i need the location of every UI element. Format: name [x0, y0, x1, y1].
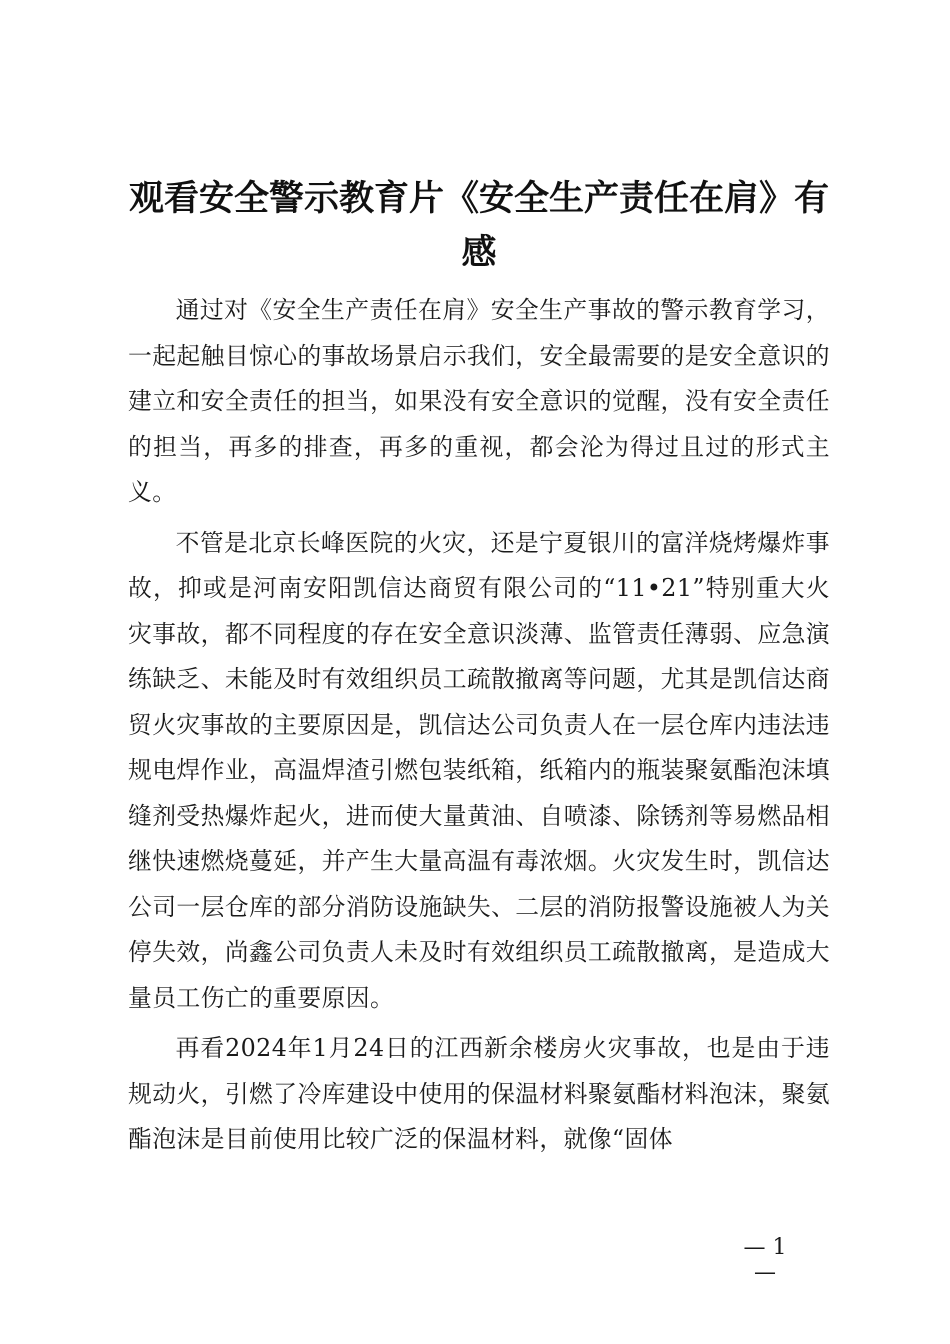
- document-body: [128, 288, 830, 1163]
- paragraph: 不管是北京长峰医院的火灾，还是宁夏银川的富洋烧烤爆炸事故，抑或是河南安阳凯信达商贸有限公司的“11•21”特别重大火灾事故，都不同程度的存在安全意识淡薄、监管责任薄弱、应急演练缺乏、未能及时有效组织员工疏散撤离等问题，尤其是凯信达商贸火灾事故的主要原因是，凯信达公司负责人在一层仓库内违法违规电焊作业，高温焊渣引燃包装纸箱，纸箱内的瓶装聚氨酯泡沫填缝剂受热爆炸起火，进而使大量黄油、自喷漆、除锈剂等易燃品相继快速燃烧蔓延，并产生大量高温有毒浓烟。火灾发生时，凯信达公司一层仓库的部分消防设施缺失、二层的消防报警设施被人为关停失效，尚鑫公司负责人未及时有效组织员工疏散撤离，是造成大量员工伤亡的重要原因。: [128, 528, 830, 1012]
- document-page: [128, 172, 830, 1168]
- paragraph: 通过对《安全生产责任在肩》安全生产事故的警示教育学习，一起起触目惊心的事故场景启示我们，安全最需要的是安全意识的建立和安全责任的担当，如果没有安全意识的觉醒，没有安全责任的担当，再多的排查，再多的重视，都会沦为得过且过的形式主义。: [128, 296, 830, 506]
- page-number: — 1 —: [743, 1235, 787, 1285]
- paragraph: 再看2024年1月24日的江西新余楼房火灾事故，也是由于违规动火，引燃了冷库建设中使用的保温材料聚氨酯材料泡沫，聚氨酯泡沫是目前使用比较广泛的保温材料，就像“固体: [128, 1034, 830, 1153]
- document-title: 观看安全警示教育片《安全生产责任在肩》有感: [128, 179, 829, 273]
